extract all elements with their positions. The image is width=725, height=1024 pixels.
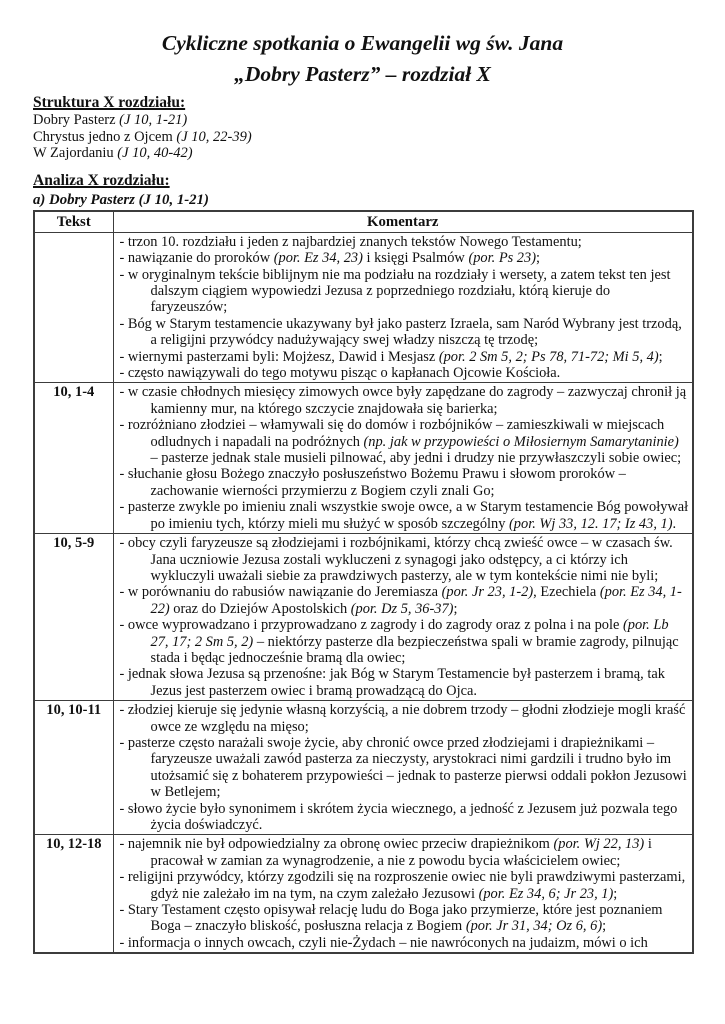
- comment-bullet: - owce wyprowadzano i przyprowadzano z zagrody i do zagrody oraz z polna i na pole (por. Lb 27, 17; 2 Sm 5, 2) – niektórzy pasterze dla bezpieczeństwa spali w bramie zagrody, pilnując stada i będąc jednocześnie bramą dla owiec;: [119, 617, 679, 666]
- comment-bullet: - w porównaniu do rabusiów nawiązanie do Jeremiasza (por. Jr 23, 1-2), Ezechiela (por. Ez 34, 1-22) oraz do Dziejów Apostolskich (por. Dz 5, 36-37);: [119, 584, 682, 617]
- comment-bullet: - informacja o innych owcach, czyli nie-Żydach – nie nawróconych na judaizm, mówi o ich: [119, 934, 648, 951]
- comment-bullet: - często nawiązywali do tego motywu pisząc o kapłanach Ojcowie Kościoła.: [119, 365, 561, 382]
- comment-bullet: - rozróżniano złodziei – włamywali się do domów i rozbójników – zamieszkiwali w miejscach odludnych i napadali na podróżnych (np. jak w przypowieści o Miłosiernym Samarytaninie) – pasterze jednak stale musieli pilnować, aby jedni i drudzy nie przywłaszczyli sobie owiec;: [119, 417, 682, 467]
- table-row: [34, 534, 693, 701]
- scripture-reference: (por. Wj 33, 12. 17; Iz 43, 1): [509, 515, 673, 532]
- comment-bullet: - pasterze często narażali swoje życie, aby chronić owce przed złodziejami i drapieżnikami – faryzeusze uważali zawód pasterza za nieczysty, arystokraci nimi gardzili i trudno było im utożsamić się z bohaterem przypowieści – jednak to pasterze pierwsi oddali pokłon Jezusowi w Betlejem;: [119, 734, 687, 801]
- struktura-item: Chrystus jedno z Ojcem (J 10, 22-39): [33, 128, 252, 145]
- scripture-reference: (por. Dz 5, 36-37): [350, 600, 454, 617]
- scripture-reference: (por. Jr 23, 1-2): [441, 584, 534, 601]
- comment-bullet: - pasterze zwykle po imieniu znali wszystkie swoje owce, a w Starym testamencie Bóg powoływał po imieniu tych, którzy mieli mu służyć w sposób szczególny (por. Wj 33, 12. 17; Iz 43, 1).: [119, 499, 689, 532]
- row-comment-cell: [113, 835, 693, 953]
- scripture-reference: (por. Ez 34, 6; Jr 23, 1): [478, 885, 614, 902]
- comment-bullet: - słuchanie głosu Bożego znaczyło posłuszeństwo Bożemu Prawu i słowom proroków – zachowanie wierności przymierzu z Bogiem czyli znali Go;: [119, 466, 626, 499]
- row-comment-cell: [113, 232, 693, 383]
- comment-bullet: - Stary Testament często opisywał relację ludu do Boga jako przymierze, które jest poznaniem Boga – znaczyło bliskość, posłuszna relacja z Bogiem (por. Jr 31, 34; Oz 6, 6);: [119, 902, 663, 935]
- scripture-reference: (por. Lb 27, 17; 2 Sm 5, 2): [150, 617, 669, 650]
- page-title-line1: Cykliczne spotkania o Ewangelii wg św. Jana: [161, 31, 564, 55]
- page-title-line2: „Dobry Pasterz” – rozdział X: [234, 62, 491, 86]
- scripture-reference: (J 10, 22-39): [176, 128, 252, 145]
- comment-bullet: - złodziej kieruje się jedynie własną korzyścią, a nie dobrem trzody – głodni złodzieje mogli kraść owce ze względu na mięso;: [119, 702, 686, 735]
- table-row: [34, 835, 693, 953]
- row-comment-cell: [113, 383, 693, 534]
- struktura-item: W Zajordaniu (J 10, 40-42): [33, 145, 193, 162]
- row-label-verses: 10, 10-11: [34, 701, 113, 835]
- comment-bullet: - religijni przywódcy, którzy zgodzili się na rozproszenie owiec nie byli prawdziwymi pasterzami, gdyż nie zależało im na tym, na czym zależało Jezusowi (por. Ez 34, 6; Jr 23, 1);: [119, 869, 686, 902]
- scripture-reference: (J 10, 1-21): [119, 112, 188, 128]
- row-label-verses: [34, 232, 113, 383]
- page-title: [33, 28, 692, 90]
- struktura-list: [33, 112, 692, 162]
- comment-bullet: - w oryginalnym tekście biblijnym nie ma podziału na rozdziały i wersety, a zatem tekst ten jest dalszym ciągiem wypowiedzi Jezusa z poprzedniego rozdziału, którą kieruje do faryzeuszów;: [119, 266, 671, 316]
- comment-bullet: - słowo życie było synonimem i skrótem życia wiecznego, a jedność z Jezusem już pozwala tego życia doświadczyć.: [119, 800, 678, 833]
- comment-bullet: - w czasie chłodnych miesięcy zimowych owce były zapędzane do zagrody – zazwyczaj chronił ją kamienny mur, na którego szczycie znajdowała się barierka;: [119, 384, 687, 417]
- table-row: [34, 232, 693, 383]
- table-row: [34, 701, 693, 835]
- scripture-reference: (por. Jr 31, 34; Oz 6, 6): [465, 918, 603, 935]
- comment-bullet: - obcy czyli faryzeusze są złodziejami i rozbójnikami, którzy chcą zwieść owce – w czasach św. Jana uczniowie Jezusa zostali wykluczeni z synagogi jako odstępcy, a ci którzy ich wykluczyli uważali siebie za prawdziwych pasterzy, ale w tym kontekście nimi nie byli;: [119, 535, 673, 584]
- comment-bullet: - nawiązanie do proroków (por. Ez 34, 23) i księgi Psalmów (por. Ps 23);: [119, 250, 540, 267]
- table-header-row: [34, 211, 693, 233]
- scripture-reference: (por. Ez 34, 1-22): [150, 584, 682, 617]
- comment-bullet: - wiernymi pasterzami byli: Mojżesz, Dawid i Mesjasz (por. 2 Sm 5, 2; Ps 78, 71-72; Mi 5, 4);: [119, 348, 663, 365]
- scripture-reference: (J 10, 40-42): [117, 145, 193, 162]
- column-header-tekst: Tekst: [34, 211, 113, 233]
- struktura-item: Dobry Pasterz (J 10, 1-21): [33, 112, 188, 128]
- comment-bullet: - trzon 10. rozdziału i jeden z najbardziej znanych tekstów Nowego Testamentu;: [119, 233, 582, 250]
- analiza-heading: Analiza X rozdziału:: [33, 171, 170, 189]
- row-label-verses: 10, 5-9: [34, 534, 113, 701]
- scripture-reference: (por. Ez 34, 23): [273, 250, 363, 267]
- comment-bullet: - jednak słowa Jezusa są przenośne: jak Bóg w Starym Testamencie był pasterzem i bramą, tak Jezus jest pasterzem owiec i bramą prowadzącą do Ojca.: [119, 666, 665, 699]
- column-header-komentarz: Komentarz: [113, 211, 693, 233]
- row-comment-cell: [113, 701, 693, 835]
- row-label-verses: 10, 1-4: [34, 383, 113, 534]
- scripture-reference: (por. Wj 22, 13): [553, 836, 645, 853]
- table-row: [34, 383, 693, 534]
- analysis-table: [33, 210, 694, 954]
- scripture-reference: (np. jak w przypowieści o Miłosiernym Samarytaninie): [363, 433, 679, 450]
- row-label-verses: 10, 12-18: [34, 835, 113, 953]
- scripture-reference: (por. 2 Sm 5, 2; Ps 78, 71-72; Mi 5, 4): [438, 348, 659, 365]
- comment-bullet: - najemnik nie był odpowiedzialny za obronę owiec przeciw drapieżnikom (por. Wj 22, 13) i pracował w zamian za wynagrodzenie, a nie z powodu bycia właścicielem owiec;: [119, 836, 652, 869]
- scripture-reference: (por. Ps 23): [468, 250, 536, 267]
- row-comment-cell: [113, 534, 693, 701]
- struktura-heading: Struktura X rozdziału:: [33, 94, 186, 111]
- analiza-subheading: a) Dobry Pasterz (J 10, 1-21): [33, 191, 209, 208]
- comment-bullet: - Bóg w Starym testamencie ukazywany był jako pasterz Izraela, sam Naród Wybrany jest trzodą, a religijni przywódcy nadużywający swej władzy niszczą tę trzodę;: [119, 315, 682, 349]
